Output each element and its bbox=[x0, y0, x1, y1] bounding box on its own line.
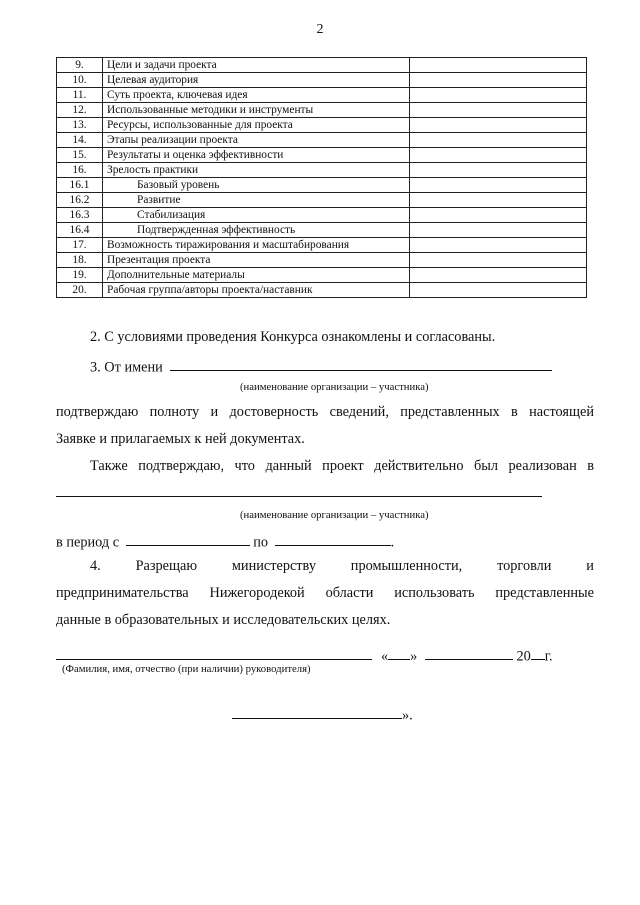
row-value-cell[interactable] bbox=[410, 208, 587, 223]
paragraph-2: 2. С условиями проведения Конкурса ознакомлены и согласованы. bbox=[90, 329, 496, 345]
row-value-cell[interactable] bbox=[410, 223, 587, 238]
row-number: 10. bbox=[57, 73, 103, 88]
date-year-suffix: г. bbox=[544, 648, 553, 665]
period-prefix: в период с bbox=[56, 534, 120, 551]
row-value-cell[interactable] bbox=[410, 103, 587, 118]
row-number: 14. bbox=[57, 133, 103, 148]
row-number: 16.3 bbox=[57, 208, 103, 223]
p4-w5: торговли bbox=[497, 558, 552, 574]
row-value-cell[interactable] bbox=[410, 163, 587, 178]
table-row bbox=[57, 133, 587, 148]
row-value-cell[interactable] bbox=[410, 58, 587, 73]
row-label: Презентация проекта bbox=[103, 253, 410, 268]
row-label: Целевая аудитория bbox=[103, 73, 410, 88]
row-number: 16.1 bbox=[57, 178, 103, 193]
table-row bbox=[57, 178, 587, 193]
row-label: Дополнительные материалы bbox=[103, 268, 410, 283]
table-row bbox=[57, 193, 587, 208]
paragraph-3-cont-line-2: Заявке и прилагаемых к ней документах. bbox=[56, 431, 305, 447]
row-number: 20. bbox=[57, 283, 103, 298]
page-number: 2 bbox=[316, 22, 324, 37]
row-value-cell[interactable] bbox=[410, 118, 587, 133]
row-label: Зрелость практики bbox=[103, 163, 410, 178]
table-row bbox=[57, 268, 587, 283]
row-label: Подтвержденная эффективность bbox=[103, 223, 410, 238]
table-row bbox=[57, 118, 587, 133]
table-row bbox=[57, 283, 587, 298]
row-label: Стабилизация bbox=[103, 208, 410, 223]
row-label: Суть проекта, ключевая идея bbox=[103, 88, 410, 103]
date-year-prefix: 20 bbox=[516, 648, 531, 665]
paragraph-4-line-2: предпринимательства Нижегородекой области использовать представленные bbox=[56, 585, 594, 601]
row-label: Развитие bbox=[103, 193, 410, 208]
period-end-blank[interactable] bbox=[275, 531, 391, 546]
row-label: Возможность тиражирования и масштабирования bbox=[103, 238, 410, 253]
date-quote-close: » bbox=[410, 648, 418, 665]
date-year-blank[interactable] bbox=[531, 645, 545, 660]
application-table bbox=[56, 57, 587, 298]
row-label: Использованные методики и инструменты bbox=[103, 103, 410, 118]
paragraph-4-line-1 bbox=[90, 558, 594, 575]
period-line bbox=[56, 531, 394, 551]
closing-mark: ». bbox=[402, 707, 413, 724]
row-number: 11. bbox=[57, 88, 103, 103]
p4-w2: Разрещаю bbox=[135, 558, 198, 574]
row-value-cell[interactable] bbox=[410, 148, 587, 163]
org-caption-1: (наименование организации – участника) bbox=[240, 381, 429, 393]
period-start-blank[interactable] bbox=[126, 531, 250, 546]
org-caption-2: (наименование организации – участника) bbox=[240, 509, 429, 521]
row-label: Рабочая группа/авторы проекта/наставник bbox=[103, 283, 410, 298]
date-quote-open: « bbox=[381, 648, 389, 665]
row-number: 12. bbox=[57, 103, 103, 118]
date-line bbox=[381, 645, 553, 665]
row-number: 15. bbox=[57, 148, 103, 163]
row-number: 18. bbox=[57, 253, 103, 268]
table-row bbox=[57, 73, 587, 88]
date-day-blank[interactable] bbox=[388, 645, 410, 660]
row-number: 13. bbox=[57, 118, 103, 133]
p4-w4: промышленности, bbox=[350, 558, 463, 574]
p4-w3: министерству bbox=[231, 558, 316, 574]
row-value-cell[interactable] bbox=[410, 133, 587, 148]
table-row bbox=[57, 208, 587, 223]
organization-name-blank-2[interactable] bbox=[56, 496, 542, 497]
row-label: Результаты и оценка эффективности bbox=[103, 148, 410, 163]
row-value-cell[interactable] bbox=[410, 73, 587, 88]
period-end: . bbox=[390, 534, 395, 551]
paragraph-3-cont-line-1: подтверждаю полноту и достоверность сведений, представленных в настоящей bbox=[56, 404, 594, 420]
row-label: Базовый уровень bbox=[103, 178, 410, 193]
row-label: Цели и задачи проекта bbox=[103, 58, 410, 73]
row-label: Этапы реализации проекта bbox=[103, 133, 410, 148]
row-value-cell[interactable] bbox=[410, 238, 587, 253]
row-value-cell[interactable] bbox=[410, 253, 587, 268]
table-row bbox=[57, 88, 587, 103]
paragraph-4-line-3: данные в образовательных и исследовательских целях. bbox=[56, 612, 391, 628]
period-mid: по bbox=[253, 534, 269, 551]
closing-line bbox=[232, 704, 413, 724]
row-number: 9. bbox=[57, 58, 103, 73]
row-value-cell[interactable] bbox=[410, 178, 587, 193]
table-row bbox=[57, 103, 587, 118]
table-row bbox=[57, 238, 587, 253]
row-value-cell[interactable] bbox=[410, 88, 587, 103]
table-row bbox=[57, 163, 587, 178]
date-month-blank[interactable] bbox=[425, 645, 513, 660]
p4-w6: и bbox=[586, 558, 594, 574]
table-row bbox=[57, 223, 587, 238]
head-name-signature-blank[interactable] bbox=[56, 659, 372, 660]
row-number: 17. bbox=[57, 238, 103, 253]
table-row bbox=[57, 58, 587, 73]
row-number: 16. bbox=[57, 163, 103, 178]
row-value-cell[interactable] bbox=[410, 268, 587, 283]
table-row bbox=[57, 148, 587, 163]
table-row bbox=[57, 253, 587, 268]
paragraph-3-line bbox=[90, 356, 552, 376]
closing-blank[interactable] bbox=[232, 704, 402, 719]
also-confirm-line: Также подтверждаю, что данный проект действительно был реализован в bbox=[90, 458, 594, 474]
p4-w1: 4. bbox=[90, 558, 101, 574]
row-number: 16.2 bbox=[57, 193, 103, 208]
row-value-cell[interactable] bbox=[410, 193, 587, 208]
row-number: 16.4 bbox=[57, 223, 103, 238]
head-caption: (Фамилия, имя, отчество (при наличии) руководителя) bbox=[62, 663, 311, 675]
row-label: Ресурсы, использованные для проекта bbox=[103, 118, 410, 133]
organization-name-blank[interactable] bbox=[170, 356, 552, 371]
row-value-cell[interactable] bbox=[410, 283, 587, 298]
paragraph-3-prefix: 3. От имени bbox=[90, 359, 163, 376]
row-number: 19. bbox=[57, 268, 103, 283]
